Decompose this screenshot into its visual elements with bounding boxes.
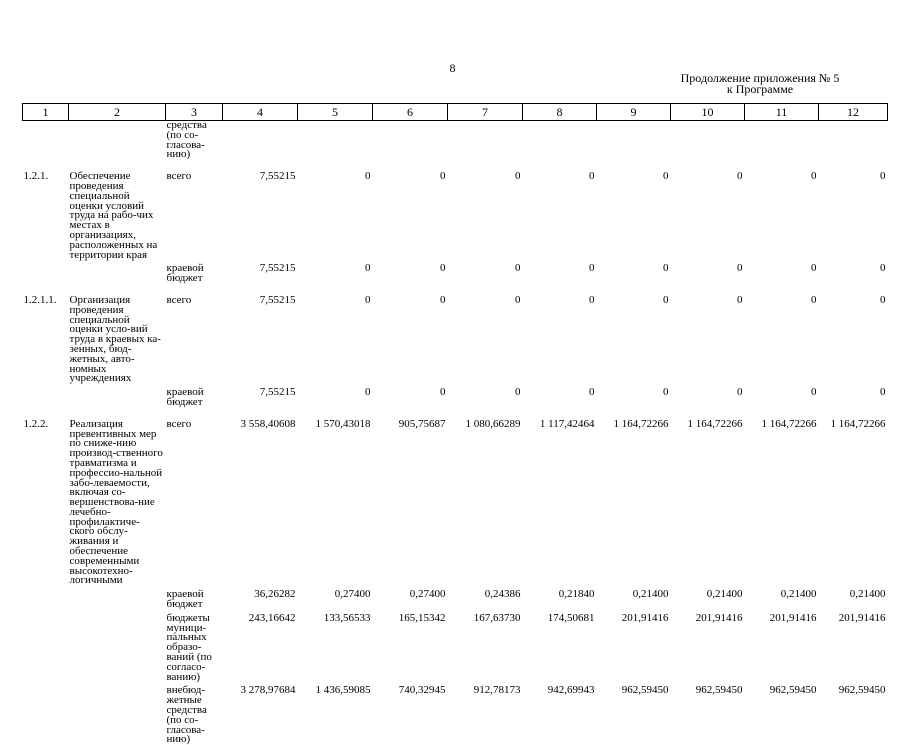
row-value-cell: 1 164,72266 <box>745 408 819 587</box>
row-value-cell: 0 <box>671 384 745 408</box>
row-value-cell: 962,59450 <box>745 682 819 745</box>
row-code <box>23 384 69 408</box>
row-funding-source: средства (по со-гласова-нию) <box>166 121 223 161</box>
row-value-cell: 0 <box>373 384 448 408</box>
row-value-cell <box>597 121 671 161</box>
row-value-cell <box>745 121 819 161</box>
column-header: 2 <box>69 104 166 121</box>
row-value-cell: 7,55215 <box>223 260 298 284</box>
row-value-cell: 3 558,40608 <box>223 408 298 587</box>
row-value-cell: 0 <box>745 284 819 384</box>
row-value-cell: 0,21400 <box>671 586 745 610</box>
row-value-cell: 0 <box>597 284 671 384</box>
row-value-cell: 0 <box>819 260 888 284</box>
column-header: 11 <box>745 104 819 121</box>
table-row <box>23 160 888 260</box>
column-header: 1 <box>23 104 69 121</box>
row-value-cell: 0 <box>298 160 373 260</box>
table-row <box>23 384 888 408</box>
appendix-continuation-note <box>640 73 880 95</box>
row-value-cell: 0 <box>819 160 888 260</box>
row-value-cell: 912,78173 <box>448 682 523 745</box>
column-header: 7 <box>448 104 523 121</box>
row-value-cell: 0 <box>448 384 523 408</box>
row-value-cell: 0 <box>298 384 373 408</box>
row-code <box>23 260 69 284</box>
row-value-cell: 1 570,43018 <box>298 408 373 587</box>
row-value-cell: 0 <box>745 260 819 284</box>
table-body <box>23 121 888 745</box>
column-header: 5 <box>298 104 373 121</box>
row-value-cell: 201,91416 <box>597 610 671 683</box>
row-code <box>23 682 69 745</box>
row-value-cell <box>298 121 373 161</box>
column-header: 10 <box>671 104 745 121</box>
row-value-cell: 3 278,97684 <box>223 682 298 745</box>
row-value-cell: 962,59450 <box>819 682 888 745</box>
row-code <box>23 121 69 161</box>
row-value-cell: 0 <box>671 284 745 384</box>
row-funding-source: краевой бюджет <box>166 384 223 408</box>
row-value-cell: 1 164,72266 <box>597 408 671 587</box>
row-value-cell: 0 <box>298 284 373 384</box>
row-activity-name <box>69 682 166 745</box>
row-value-cell: 243,16642 <box>223 610 298 683</box>
row-value-cell <box>373 121 448 161</box>
row-value-cell <box>819 121 888 161</box>
row-value-cell: 7,55215 <box>223 384 298 408</box>
row-activity-name: Организация проведения специальной оценки усло-вий труда в краевых ка-зенных, бюд-жетных, авто-номных учреждениях <box>69 284 166 384</box>
row-value-cell: 0 <box>373 160 448 260</box>
row-value-cell: 0 <box>523 260 597 284</box>
row-value-cell: 0 <box>745 160 819 260</box>
table-row <box>23 682 888 745</box>
row-value-cell: 0 <box>523 384 597 408</box>
row-value-cell: 7,55215 <box>223 284 298 384</box>
column-number-header <box>23 104 888 121</box>
row-value-cell: 0 <box>671 260 745 284</box>
row-value-cell: 0,21840 <box>523 586 597 610</box>
row-value-cell: 1 080,66289 <box>448 408 523 587</box>
row-value-cell <box>223 121 298 161</box>
row-activity-name <box>69 384 166 408</box>
row-funding-source: всего <box>166 284 223 384</box>
row-value-cell: 0 <box>523 284 597 384</box>
row-value-cell: 0 <box>671 160 745 260</box>
row-code <box>23 586 69 610</box>
row-code: 1.2.1.1. <box>23 284 69 384</box>
column-header: 9 <box>597 104 671 121</box>
row-value-cell: 7,55215 <box>223 160 298 260</box>
row-value-cell: 0 <box>448 160 523 260</box>
row-value-cell: 0 <box>597 260 671 284</box>
table-row <box>23 284 888 384</box>
table-row <box>23 121 888 161</box>
row-value-cell: 201,91416 <box>745 610 819 683</box>
table-row <box>23 408 888 587</box>
row-value-cell: 133,56533 <box>298 610 373 683</box>
row-activity-name: Реализация превентивных мер по сниже-нию производ-ственного травматизма и профессио-нальной забо-леваемости, включая со-вершенствова-ние лечебно-профилактиче-ского обслу-живания и обеспечение современными высокотехно-логичными <box>69 408 166 587</box>
row-code: 1.2.2. <box>23 408 69 587</box>
row-value-cell: 0,24386 <box>448 586 523 610</box>
row-value-cell: 201,91416 <box>671 610 745 683</box>
row-funding-source: бюджеты муници-пальных образо-ваний (по согласо-ванию) <box>166 610 223 683</box>
row-value-cell: 0 <box>298 260 373 284</box>
row-value-cell: 1 164,72266 <box>671 408 745 587</box>
row-value-cell: 0 <box>597 384 671 408</box>
row-value-cell: 1 117,42464 <box>523 408 597 587</box>
row-value-cell: 905,75687 <box>373 408 448 587</box>
column-header: 3 <box>166 104 223 121</box>
row-value-cell: 0 <box>448 260 523 284</box>
row-value-cell <box>523 121 597 161</box>
table-row <box>23 610 888 683</box>
row-value-cell <box>671 121 745 161</box>
row-value-cell: 0 <box>819 384 888 408</box>
row-funding-source: внебюд-жетные средства (по со-гласова-нию) <box>166 682 223 745</box>
row-funding-source: всего <box>166 408 223 587</box>
row-value-cell: 1 436,59085 <box>298 682 373 745</box>
row-code: 1.2.1. <box>23 160 69 260</box>
row-value-cell: 0 <box>373 260 448 284</box>
row-value-cell: 0,27400 <box>373 586 448 610</box>
row-activity-name <box>69 121 166 161</box>
column-header: 12 <box>819 104 888 121</box>
row-value-cell: 0 <box>448 284 523 384</box>
page-number: 8 <box>0 61 905 76</box>
row-value-cell <box>448 121 523 161</box>
row-activity-name <box>69 586 166 610</box>
row-activity-name: Обеспечение проведения специальной оценки условий труда на рабо-чих местах в организациях, расположенных на территории края <box>69 160 166 260</box>
row-funding-source: всего <box>166 160 223 260</box>
column-header: 4 <box>223 104 298 121</box>
program-funding-table <box>22 103 888 745</box>
row-activity-name <box>69 610 166 683</box>
row-funding-source: краевой бюджет <box>166 260 223 284</box>
row-value-cell: 174,50681 <box>523 610 597 683</box>
row-value-cell: 942,69943 <box>523 682 597 745</box>
row-value-cell: 0,21400 <box>597 586 671 610</box>
table-row <box>23 586 888 610</box>
row-value-cell: 0,21400 <box>745 586 819 610</box>
row-value-cell: 0 <box>373 284 448 384</box>
row-value-cell: 36,26282 <box>223 586 298 610</box>
row-activity-name <box>69 260 166 284</box>
row-value-cell: 201,91416 <box>819 610 888 683</box>
row-value-cell: 0 <box>523 160 597 260</box>
column-header: 8 <box>523 104 597 121</box>
row-value-cell: 962,59450 <box>671 682 745 745</box>
row-value-cell: 0,21400 <box>819 586 888 610</box>
continuation-line-1: Продолжение приложения № 5 <box>640 73 880 84</box>
row-value-cell: 740,32945 <box>373 682 448 745</box>
row-value-cell: 0,27400 <box>298 586 373 610</box>
table-row <box>23 260 888 284</box>
row-value-cell: 0 <box>819 284 888 384</box>
row-value-cell: 0 <box>745 384 819 408</box>
row-funding-source: краевой бюджет <box>166 586 223 610</box>
row-value-cell: 1 164,72266 <box>819 408 888 587</box>
row-code <box>23 610 69 683</box>
row-value-cell: 0 <box>597 160 671 260</box>
continuation-line-2: к Программе <box>640 84 880 95</box>
row-value-cell: 165,15342 <box>373 610 448 683</box>
row-value-cell: 167,63730 <box>448 610 523 683</box>
row-value-cell: 962,59450 <box>597 682 671 745</box>
column-header: 6 <box>373 104 448 121</box>
